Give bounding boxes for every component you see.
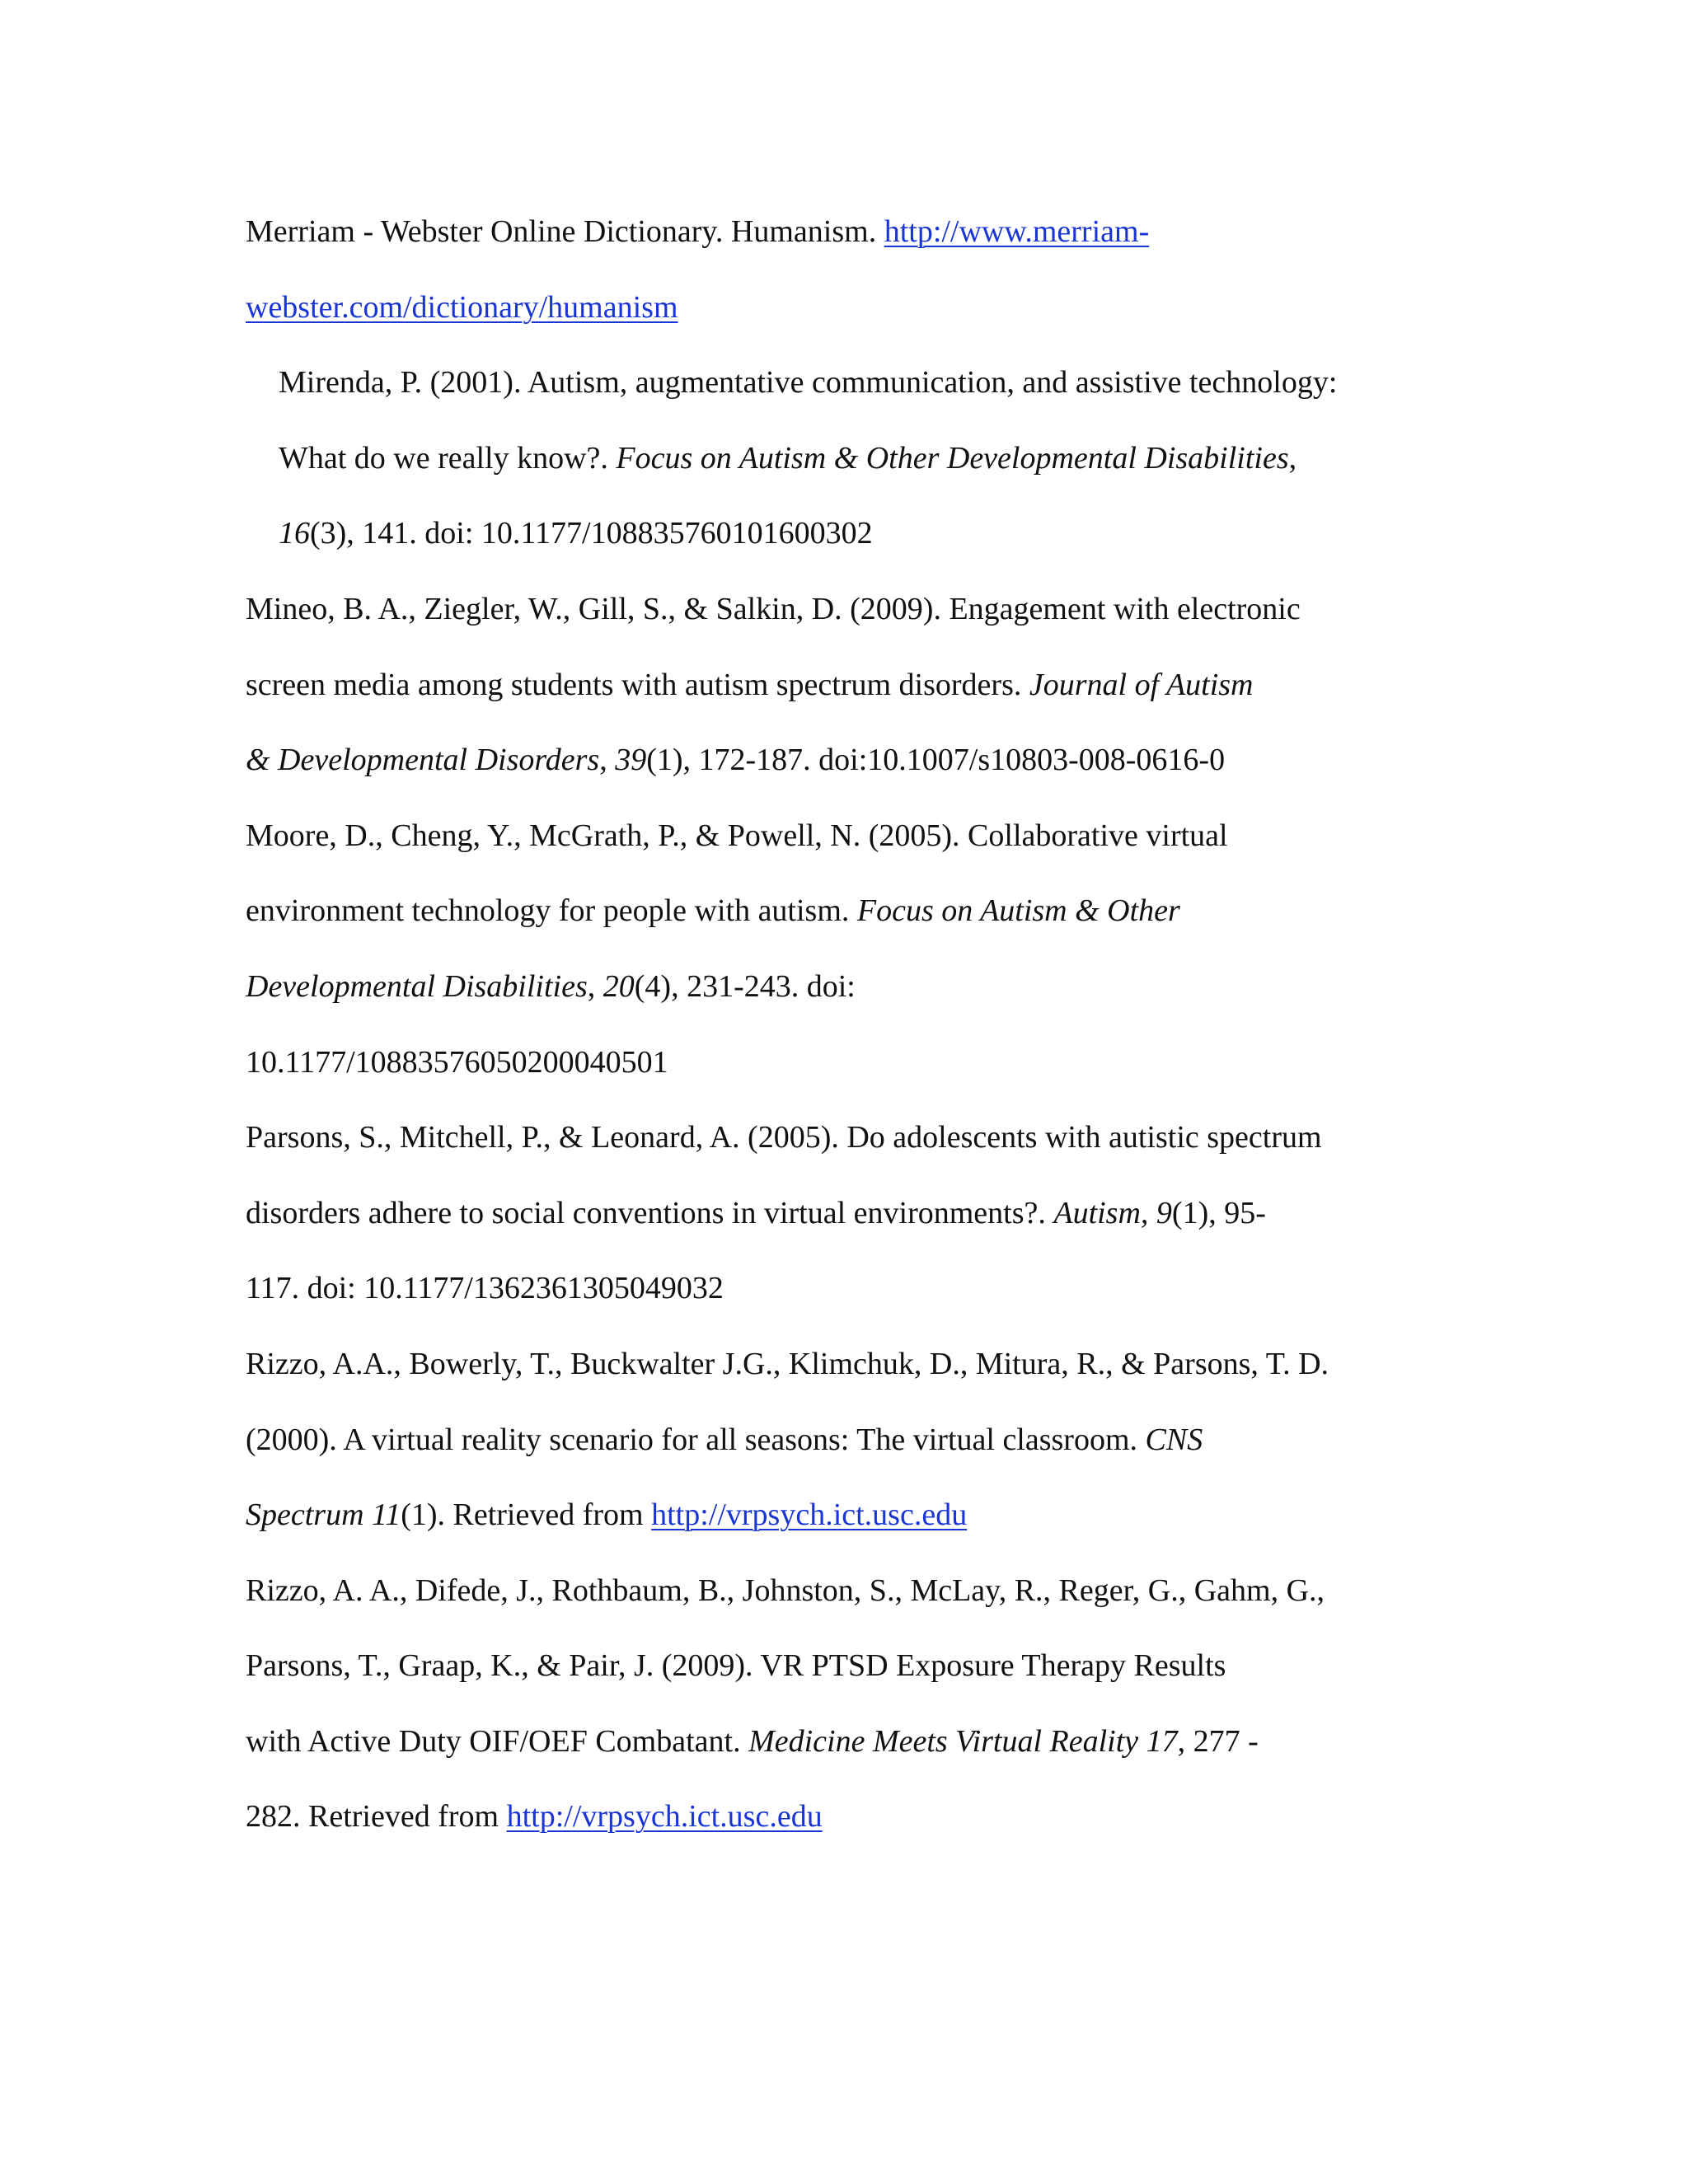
- reference-list: [246, 194, 1424, 1855]
- reference-text: (2000). A virtual reality scenario for all seasons: The virtual classroom.: [246, 1422, 1146, 1457]
- reference-entry: [279, 345, 1424, 572]
- reference-text: disorders adhere to social conventions in virtual environments?.: [246, 1195, 1054, 1230]
- reference-text: (3), 141. doi: 10.1177/108835760101600302: [310, 516, 873, 551]
- reference-italic-text: Developmental Disabilities: [246, 968, 588, 1004]
- reference-entry: [246, 1554, 1424, 1855]
- reference-text: Parsons, T., Graap, K., & Pair, J. (2009). VR PTSD Exposure Therapy Results: [246, 1648, 1226, 1684]
- reference-line: [246, 1025, 1424, 1101]
- reference-text: Rizzo, A. A., Difede, J., Rothbaum, B., Johnston, S., McLay, R., Reger, G., Gahm, G.,: [246, 1572, 1325, 1608]
- reference-line: [246, 1629, 1424, 1704]
- reference-line: [279, 345, 1424, 421]
- reference-line: [246, 194, 1424, 270]
- reference-italic-text: CNS: [1145, 1422, 1203, 1457]
- reference-link[interactable]: http://vrpsych.ict.usc.edu: [506, 1799, 823, 1835]
- reference-text: (4), 231-243. doi:: [634, 968, 856, 1004]
- reference-line: [246, 949, 1424, 1025]
- reference-text: What do we really know?.: [279, 440, 617, 476]
- reference-text: Mineo, B. A., Ziegler, W., Gill, S., & Salkin, D. (2009). Engagement with electronic: [246, 591, 1301, 626]
- reference-line: [246, 270, 1424, 346]
- reference-italic-text: 16: [279, 516, 310, 551]
- reference-text: ,: [599, 743, 616, 778]
- reference-line: [246, 1704, 1424, 1780]
- reference-text: ,: [587, 968, 603, 1004]
- reference-line: [246, 799, 1424, 874]
- reference-entry: [246, 799, 1424, 1100]
- reference-text: with Active Duty OIF/OEF Combatant.: [246, 1723, 749, 1759]
- reference-line: [246, 723, 1424, 799]
- reference-line: [246, 1554, 1424, 1629]
- reference-italic-text: Focus on Autism & Other Developmental Disabilities: [616, 440, 1289, 476]
- reference-line: [246, 1327, 1424, 1403]
- reference-link[interactable]: http://vrpsych.ict.usc.edu: [651, 1497, 968, 1533]
- reference-italic-text: Spectrum 11: [246, 1497, 401, 1533]
- reference-text: , 277 -: [1177, 1723, 1259, 1759]
- reference-text: screen media among students with autism spectrum disorders.: [246, 667, 1029, 702]
- reference-text: (1), 95-: [1171, 1195, 1266, 1230]
- reference-text: Rizzo, A.A., Bowerly, T., Buckwalter J.G., Klimchuk, D., Mitura, R., & Parsons, T. D.: [246, 1346, 1329, 1381]
- reference-italic-text: Focus on Autism & Other: [856, 893, 1180, 929]
- reference-text: (1). Retrieved from: [401, 1497, 652, 1533]
- reference-line: [246, 1251, 1424, 1327]
- reference-text: environment technology for people with autism.: [246, 893, 857, 929]
- reference-link[interactable]: webster.com/dictionary/humanism: [246, 289, 678, 325]
- reference-entry: [246, 572, 1424, 799]
- reference-line: [279, 496, 1424, 572]
- reference-text: 117. doi: 10.1177/1362361305049032: [246, 1271, 724, 1306]
- reference-italic-text: 20: [603, 968, 635, 1004]
- reference-text: Merriam - Webster Online Dictionary. Humanism.: [246, 214, 884, 249]
- reference-line: [279, 421, 1424, 497]
- reference-line: [246, 1403, 1424, 1479]
- reference-italic-text: & Developmental Disorders: [246, 743, 600, 778]
- reference-entry: [246, 1100, 1424, 1327]
- reference-italic-text: Journal of Autism: [1029, 667, 1254, 702]
- reference-line: [246, 1779, 1424, 1855]
- reference-line: [246, 1100, 1424, 1176]
- reference-italic-text: Medicine Meets Virtual Reality 17: [748, 1723, 1178, 1759]
- reference-entry: [246, 194, 1424, 345]
- reference-entry: [246, 1327, 1424, 1554]
- reference-text: Parsons, S., Mitchell, P., & Leonard, A. (2005). Do adolescents with autistic spectrum: [246, 1120, 1322, 1155]
- reference-italic-text: 39: [615, 743, 647, 778]
- reference-text: (1), 172-187. doi:10.1007/s10803-008-0616-0: [646, 743, 1226, 778]
- reference-line: [246, 874, 1424, 949]
- reference-text: 282. Retrieved from: [246, 1799, 507, 1835]
- reference-italic-text: Autism, 9: [1053, 1195, 1172, 1230]
- reference-link[interactable]: http://www.merriam-: [884, 214, 1150, 249]
- reference-line: [246, 1176, 1424, 1252]
- reference-text: Mirenda, P. (2001). Autism, augmentative communication, and assistive technology:: [279, 365, 1338, 401]
- reference-text: Moore, D., Cheng, Y., McGrath, P., & Powell, N. (2005). Collaborative virtual: [246, 818, 1228, 853]
- reference-line: [246, 1478, 1424, 1554]
- reference-text: ,: [1288, 440, 1297, 476]
- reference-text: 10.1177/10883576050200040501: [246, 1044, 668, 1080]
- reference-line: [246, 648, 1424, 724]
- reference-line: [246, 572, 1424, 648]
